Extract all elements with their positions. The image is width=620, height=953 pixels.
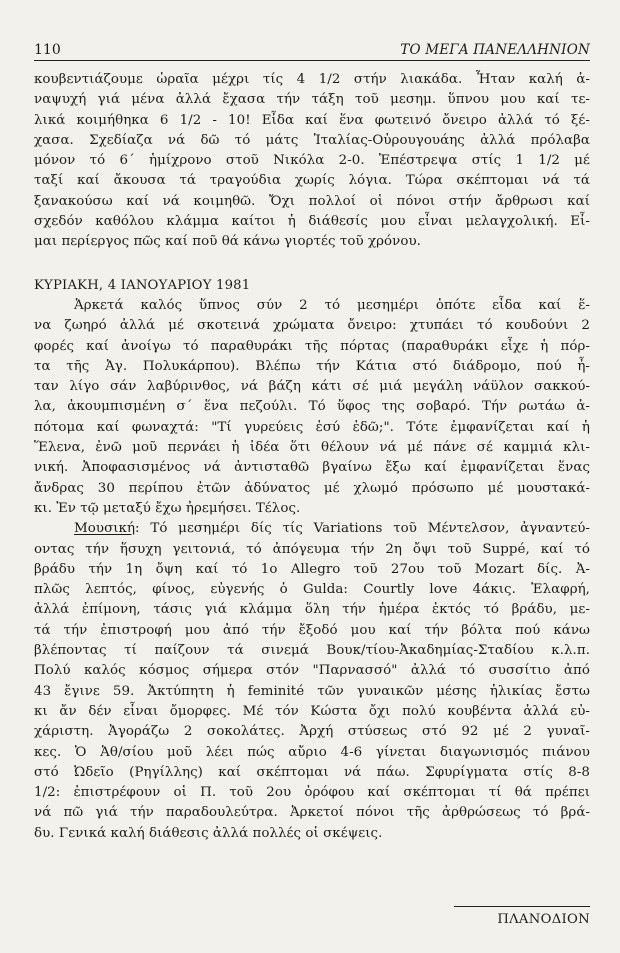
paragraph-continued: [34, 70, 590, 253]
text-line: 1/2: ἐπιστρέφουν οἱ Π. τοῦ 2ου ὀρόφου καί σκέπτομαι τί θά πρέπει: [34, 785, 590, 801]
page-header: [34, 42, 590, 61]
text-line: ναψυχή γιά μένα ἀλλά ἔχασα τήν τάξη τοῦ μεσημ. ὕπνου μου καί τε-: [34, 92, 590, 108]
text-line: κι. Ἐν τῷ μεταξύ ἔχω ἠρεμήσει. Τέλος.: [34, 500, 301, 516]
page-number: 110: [34, 42, 61, 58]
text-line: λικά κοιμήθηκα 6 1/2 - 10! Εἶδα καί ἕνα φωτεινό ὄνειρο ἀλλά τό ξέ-: [34, 112, 590, 128]
text-line: φορές καί ἀνοίγω τό παραθυράκι τῆς πόρτας (παραθυράκι εἶχε ἡ πόρ-: [34, 338, 590, 354]
text-line: ἄνδρας 30 περίπου ἐτῶν ἀδύνατος μέ χλωμό πρόσωπο μέ μουστακά-: [34, 480, 590, 496]
text-line: οντας τήν ἥσυχη γειτονιά, τό ἀπόγευμα τήν 2η ὄψι τοῦ Suppé, καί τό: [34, 541, 590, 557]
text-line: νά πῶ γιά τήν παραδουλεύτρα. Ἀρκετοί πόνοι τῆς ἀρθρώσεως τό βρά-: [34, 805, 590, 821]
text-line: χασα. Σχεδίαζα νά δῶ τό μάτς Ἰταλίας-Οὐρουγουάης ἀλλά πρόλαβα: [34, 132, 590, 148]
dream-paragraph: [34, 296, 590, 519]
text-line: ταξί καί ἄκουσα τά τραγούδια χωρίς λόγια. Τώρα σκέπτομαι νά τά: [34, 173, 590, 189]
text-line: [34, 519, 590, 539]
music-paragraph: [34, 519, 590, 844]
running-title: ΤΟ ΜΕΓΑ ΠΑΝΕΛΛΗΝΙΟΝ: [400, 42, 590, 58]
footer-rule: [454, 906, 590, 907]
text-line: πότομα καί φωναχτά: "Τί γυρεύεις ἐσύ ἐδῶ;". Τότε ἐμφανίζεται καί ἡ: [34, 419, 590, 435]
text-line: Ἀρκετά καλός ὕπνος σύν 2 τό μεσημέρι ὁπότε εἶδα καί ἕ-: [74, 297, 590, 313]
text-line: μαι περίεργος πῶς καί ποῦ θά κάνω γιορτές τοῦ χρόνου.: [34, 234, 421, 250]
text-line: ἀλλά ἐπίμονη, τάσις γιά κλάμμα ὅλη τήν ἡμέρα ἐκτός τό βράδυ, με-: [34, 602, 590, 618]
section-gap: [34, 253, 590, 276]
text-line: βλέποντας τί παίζουν τά σινεμά Βουκ/τίου-Ἀκαδημίας-Σταδίου κ.λ.π.: [34, 643, 590, 659]
music-label: Μουσική: [74, 521, 136, 537]
text-line: κουβεντιάζουμε ὡραῖα μέχρι τίς 4 1/2 στήν λιακάδα. Ἦταν καλή ἀ-: [34, 72, 590, 87]
text-line: να ζωηρό ἀλλά μέ σκοτεινά χρώματα ὄνειρο: χτυπάει τό κουδούνι 2: [34, 318, 590, 334]
text-line: 43 ἔγινε 59. Ἀκτύπητη ἡ feminité τῶν γυναικῶν μέσης ἡλικίας ἔστω: [34, 683, 590, 699]
text-line: ξανακούσω καί νά κοιμηθῶ. Ὄχι πολλοί οἱ πόνοι στήν ἄρθρωσι καί: [34, 193, 590, 209]
text-line: στό Ὠδεῖο (Ρηγίλλης) καί σκέπτομαι νά πάω. Σφυρίγματα στίς 8-8: [34, 764, 590, 780]
text-line: χάριστη. Ἀγοράζω 2 σοκολάτες. Ἀρχή στύσεως στό 92 μέ 2 γυναῖ-: [34, 724, 590, 740]
text-line-rest: : Τό μεσημέρι δίς τίς Variations τοῦ Μέντελσον, ἀγναντεύ-: [135, 521, 590, 537]
text-line: Πολύ καλός κόσμος σήμερα στόν "Παρνασσό" ἀλλά τό συσσίτιο ἀπό: [34, 663, 590, 679]
text-line: τά τήν ἐπιστροφή μου ἀπό τήν ἔξοδό μου καί τήν βόλτα πού κάνω: [34, 622, 590, 638]
text-line: κες. Ὁ Ἀθ/σίου μοῦ λέει πώς αὔριο 4-6 γίνεται διαγωνισμός πιάνου: [34, 744, 590, 760]
text-line: τα τῆς Ἀγ. Πολυκάρπου). Βλέπω τήν Κάτια στό διάδρομο, πού ἦ-: [34, 358, 590, 374]
text-line: νική. Ἀποφασισμένος νά ἀντισταθῶ βγαίνω ἔξω καί ἐμφανίζεται ἕνας: [34, 460, 590, 476]
text-line: δυ. Γενικά καλή διάθεσις ἀλλά πολλές οἱ σκέψεις.: [34, 825, 383, 841]
text-line: Ἕλενα, ἐνῶ μοῦ περνάει ἡ ἰδέα ὅτι θέλουν νά μέ πάνε σέ καμμιά κλι-: [34, 440, 590, 456]
text-line: μόνον τό 6΄ ἡμίχρονο στοῦ Νικόλα 2-0. Ἐπέστρεψα στίς 1 1/2 μέ: [34, 153, 590, 169]
publisher-name: ΠΛΑΝΟΔΙΟΝ: [497, 912, 590, 927]
text-line: κι ἄν δέν εἶναι ὄμορφες. Μέ τόν Κώστα ὄχι πολύ κουβέντα ἀλλά εὐ-: [34, 703, 590, 719]
text-line: λα, ἀκουμπισμένη σ΄ ἕνα πεζούλι. Τό ὕφος της σοβαρό. Τήν ρωτάω ἀ-: [34, 399, 590, 415]
text-line: βράδυ τήν 1η ὄψη καί τό 1ο Allegro τοῦ 27ου τοῦ Mozart δίς. Ἀ-: [34, 561, 590, 577]
text-line: πλῶς λεπτός, φίνος, εὐγενής ὁ Gulda: Courtly love 4άκις. Ἐλαφρή,: [34, 582, 590, 598]
body-text: [34, 70, 590, 844]
text-line: σχεδόν καθόλου κλάμμα καίτοι ἡ διάθεσίς μου εἶναι μελαγχολική. Εἶ-: [34, 214, 590, 230]
text-line: ταν λίγο σάν λαβύρινθος, νά βάζη κάτι σέ μιά μεγάλη νάϋλον σακκού-: [34, 379, 590, 395]
entry-date-heading: ΚΥΡΙΑΚΗ, 4 ΙΑΝΟΥΑΡΙΟΥ 1981: [34, 277, 251, 293]
